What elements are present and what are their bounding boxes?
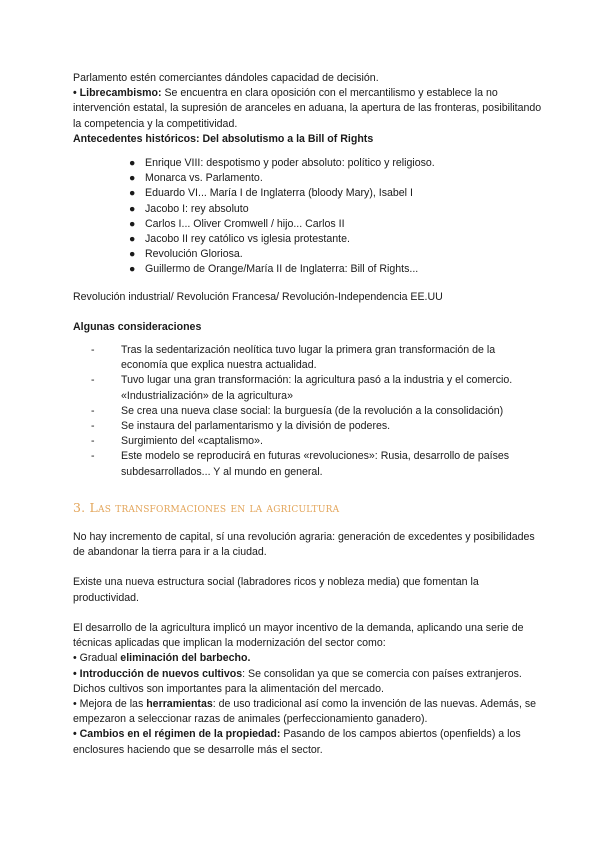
dash-icon: - bbox=[91, 344, 95, 357]
technique-propiedad: • Cambios en el régimen de la propiedad: Pasando de los campos abiertos (openfields) a los enclosures haciendo que se desarrolle más el sector. bbox=[73, 728, 521, 756]
consideraciones-heading: Algunas consideraciones bbox=[73, 320, 202, 333]
intro-line: Parlamento estén comerciantes dándoles capacidad de decisión. bbox=[73, 72, 379, 84]
dash-icon: - bbox=[91, 404, 95, 417]
technique-cultivos: • Introducción de nuevos cultivos: Se consolidan ya que se comercia con países extranjeros. Dichos cultivos son importantes para la alimentación del mercado. bbox=[73, 667, 522, 695]
list-item: - Tras la sedentarización neolítica tuvo lugar la primera gran transformación de la economía que explica nuestra actualidad. bbox=[91, 344, 496, 372]
section-3-title: 3. Las transformaciones en la agricultura bbox=[73, 499, 340, 515]
list-item: ● Carlos I... Oliver Cromwell / hijo... Carlos II bbox=[129, 217, 543, 232]
document-page bbox=[73, 71, 543, 758]
list-item: ● Eduardo VI... María I de Inglaterra (bloody Mary), Isabel I bbox=[129, 186, 543, 201]
list-item: ● Guillermo de Orange/María II de Inglaterra: Bill of Rights... bbox=[129, 262, 543, 277]
bullet-dot-icon: ● bbox=[129, 157, 136, 170]
section-3-paragraph-1: No hay incremento de capital, sí una revolución agraria: generación de excedentes y posibilidades de abandonar la tierra para ir a la ciudad. bbox=[73, 531, 535, 559]
section-3-paragraph-2: Existe una nueva estructura social (labradores ricos y nobleza media) que fomentan la productividad. bbox=[73, 576, 479, 604]
librecambismo-text: Se encuentra en clara oposición con el mercantilismo y establece la no intervención estatal, la supresión de aranceles en aduana, la apertura de las fronteras, posibilitando la competencia y la competitividad. bbox=[73, 87, 542, 130]
bullet-dot-icon: ● bbox=[129, 233, 136, 246]
dash-icon: - bbox=[91, 420, 95, 433]
list-item: - Surgimiento del «captalismo». bbox=[91, 434, 543, 449]
bullet-dot-icon: ● bbox=[129, 202, 136, 215]
bullet-dot-icon: ● bbox=[129, 172, 136, 185]
bullet-dot-icon: ● bbox=[129, 263, 136, 276]
list-item: ● Revolución Gloriosa. bbox=[129, 247, 543, 262]
antecedentes-heading: Antecedentes históricos: Del absolutismo a la Bill of Rights bbox=[73, 132, 374, 145]
bullet-dot-icon: ● bbox=[129, 248, 136, 261]
section-3-paragraph-3: El desarrollo de la agricultura implicó un mayor incentivo de la demanda, aplicando una serie de técnicas aplicadas que implican la modernización del sector como: bbox=[73, 621, 524, 650]
list-item: - Tuvo lugar una gran transformación: la agricultura pasó a la industria y el comercio. «Industrialización» de la agricultura» bbox=[91, 374, 513, 402]
dash-icon: - bbox=[91, 435, 95, 448]
list-item: ● Monarca vs. Parlamento. bbox=[129, 171, 543, 186]
list-item: - Este modelo se reproducirá en futuras «revoluciones»: Rusia, desarrollo de países subdesarrollados... Y al mundo en general. bbox=[91, 450, 510, 478]
revoluciones-line: Revolución industrial/ Revolución Francesa/ Revolución-Independencia EE.UU bbox=[73, 290, 443, 303]
librecambismo-bullet: • bbox=[73, 87, 77, 100]
dash-icon: - bbox=[91, 374, 95, 387]
librecambismo-paragraph bbox=[73, 86, 543, 132]
list-item: ● Jacobo II rey católico vs iglesia protestante. bbox=[129, 232, 543, 247]
list-item: ● Jacobo I: rey absoluto bbox=[129, 202, 543, 217]
dash-icon: - bbox=[91, 450, 95, 463]
bullet-dot-icon: ● bbox=[129, 187, 136, 200]
technique-barbecho: • Gradual eliminación del barbecho. bbox=[73, 652, 251, 665]
technique-herramientas: • Mejora de las herramientas: de uso tradicional así como la invención de las nuevas. Además, se empezaron a seleccionar razas de animales (perfeccionamiento ganadero). bbox=[73, 697, 537, 726]
list-item: - Se crea una nueva clase social: la burguesía (de la revolución a la consolidación) bbox=[91, 404, 543, 419]
list-item: ● Enrique VIII: despotismo y poder absoluto: político y religioso. bbox=[129, 156, 543, 171]
antecedentes-list bbox=[73, 156, 543, 278]
librecambismo-label: Librecambismo: bbox=[79, 87, 162, 100]
bullet-dot-icon: ● bbox=[129, 217, 136, 230]
list-item: - Se instaura del parlamentarismo y la división de poderes. bbox=[91, 419, 543, 434]
consideraciones-list bbox=[73, 343, 543, 480]
